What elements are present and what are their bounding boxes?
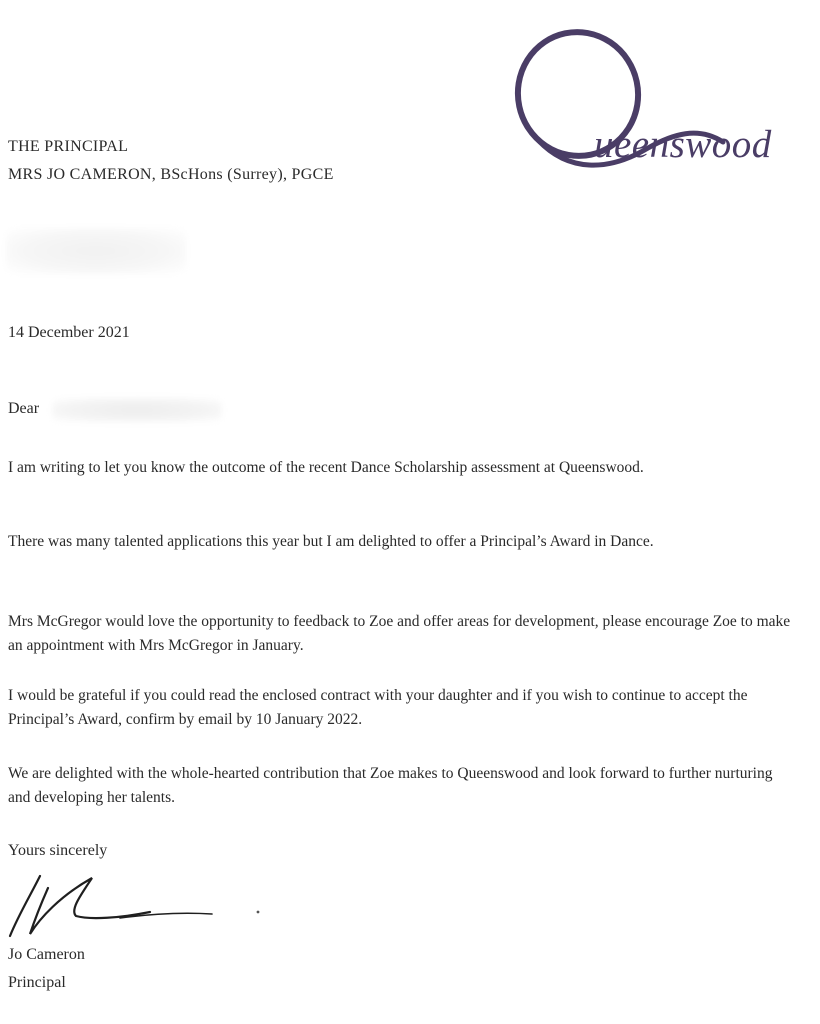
signatory-role: Principal bbox=[8, 974, 66, 991]
paragraph-outcome: I am writing to let you know the outcome of the recent Dance Scholarship assessment at Queenswood. bbox=[8, 459, 644, 476]
closing-line: Yours sincerely bbox=[8, 842, 108, 859]
principal-name-credentials: MRS JO CAMERON, BScHons (Surrey), PGCE bbox=[8, 166, 334, 183]
redacted-address bbox=[6, 228, 186, 274]
handwritten-signature bbox=[0, 866, 270, 946]
paragraph-contract: I would be grateful if you could read the enclosed contract with your daughter and if you wish to continue to accept the Principal’s Award, confirm by email by 10 January 2022. bbox=[8, 687, 748, 728]
salutation: Dear bbox=[8, 400, 40, 417]
principal-title: THE PRINCIPAL bbox=[8, 138, 129, 155]
paragraph-award: There was many talented applications this year but I am delighted to offer a Principal’s Award in Dance. bbox=[8, 533, 654, 550]
paragraph-contribution: We are delighted with the whole-hearted contribution that Zoe makes to Queenswood and look forward to further nurturing and developing her talents. bbox=[8, 765, 773, 806]
letter-date: 14 December 2021 bbox=[8, 324, 130, 341]
logo-wordmark: ueenswood bbox=[594, 123, 772, 166]
queenswood-logo bbox=[498, 22, 820, 192]
redacted-recipient-name bbox=[52, 398, 222, 422]
school-crest-icon bbox=[790, 126, 820, 296]
paragraph-feedback: Mrs McGregor would love the opportunity to feedback to Zoe and offer areas for development, please encourage Zoe to make an appointment with Mrs McGregor in January. bbox=[8, 613, 791, 654]
signatory-name: Jo Cameron bbox=[8, 946, 85, 963]
